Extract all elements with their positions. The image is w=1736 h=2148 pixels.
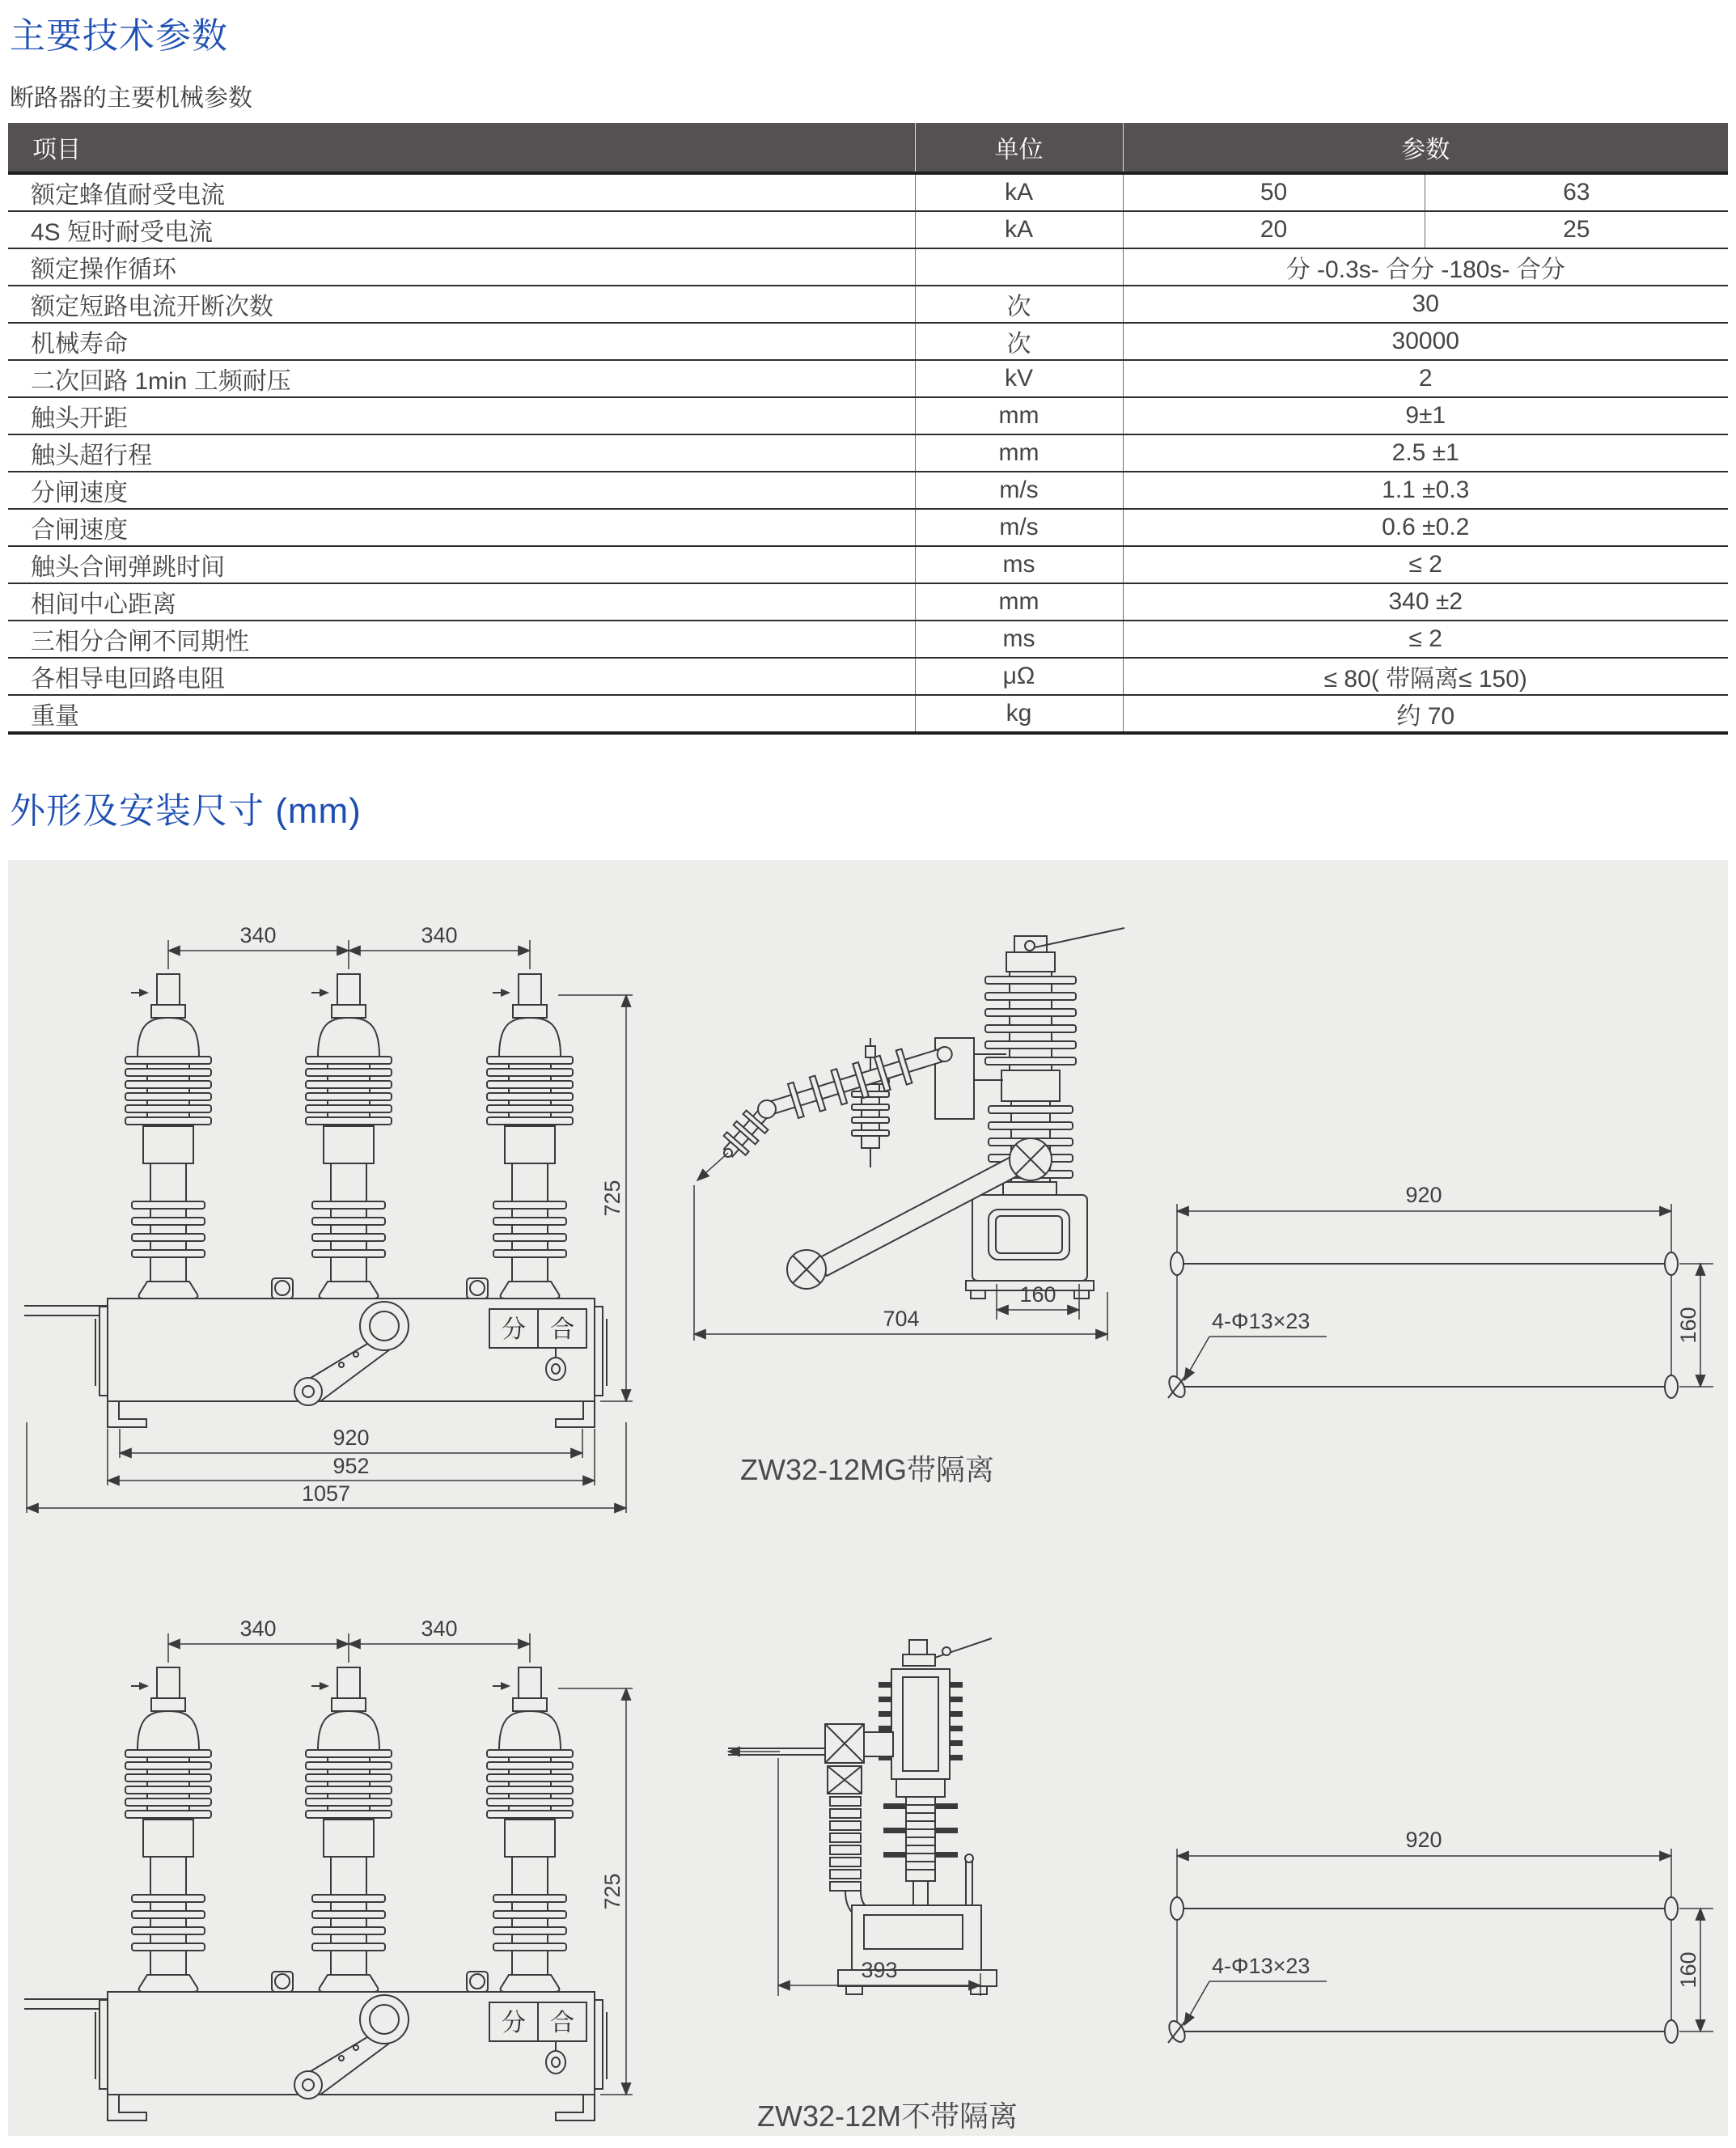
- insulator-pole: [125, 974, 211, 1299]
- insulator-pole: [487, 974, 573, 1299]
- row-param: ≤ 2: [1123, 621, 1728, 658]
- row-unit: ms: [915, 621, 1123, 658]
- row-unit: mm: [915, 434, 1123, 472]
- table-row: [8, 546, 1728, 583]
- row-unit: kg: [915, 695, 1123, 733]
- dim-label-1057: 1057: [301, 1481, 351, 1506]
- table-row: [8, 472, 1728, 509]
- table-row: [8, 286, 1728, 323]
- row-param: 340 ±2: [1123, 583, 1728, 621]
- row-param: 1.1 ±0.3: [1123, 472, 1728, 509]
- dim-label-393: 393: [861, 1958, 898, 1982]
- table-row: [8, 621, 1728, 658]
- row-unit: mm: [915, 397, 1123, 434]
- indicator-open-label: 分: [502, 1316, 526, 1343]
- drawing-front-view-mg: [24, 905, 647, 1519]
- table-caption: 断路器的主要机械参数: [10, 85, 252, 112]
- col-header-unit: 单位: [915, 123, 1123, 173]
- drawing-front-view-m: [24, 1598, 647, 2148]
- row-param2: 63: [1425, 173, 1728, 211]
- row-unit: ms: [915, 546, 1123, 583]
- row-unit: m/s: [915, 509, 1123, 546]
- row-param: 0.6 ±0.2: [1123, 509, 1728, 546]
- indicator-close-label: 合: [550, 1316, 574, 1343]
- row-param: ≤ 80( 带隔离≤ 150): [1123, 658, 1728, 695]
- table-row: [8, 695, 1728, 733]
- row-item: 机械寿命: [8, 323, 915, 360]
- parameters-table: [8, 123, 1728, 735]
- breaker-front-view: [24, 1667, 607, 2120]
- table-row: [8, 323, 1728, 360]
- indicator-open-label: 分: [502, 2010, 526, 2036]
- row-param: 约 70: [1123, 695, 1728, 733]
- insulator-pole: [306, 974, 392, 1299]
- dim-label-725: 725: [600, 1180, 625, 1217]
- side-view-mg: [697, 928, 1124, 1299]
- middle-insulator: [852, 1038, 889, 1167]
- dim-label-160: 160: [1676, 1307, 1700, 1344]
- dim-label-160: 160: [1676, 1951, 1700, 1989]
- row-item: 相间中心距离: [8, 583, 915, 621]
- row-param1: 20: [1123, 211, 1425, 248]
- row-unit: mm: [915, 583, 1123, 621]
- col-header-param: 参数: [1123, 123, 1728, 173]
- row-param: 2: [1123, 360, 1728, 397]
- drawing-section-view-m: [704, 1630, 1141, 2019]
- dimension-lines: [1177, 1849, 1713, 2031]
- lifting-eyelet: [272, 1972, 488, 1992]
- row-unit: kV: [915, 360, 1123, 397]
- dim-label-920: 920: [1405, 1828, 1442, 1852]
- dim-label-952: 952: [332, 1454, 370, 1478]
- dim-label-725: 725: [600, 1873, 625, 1910]
- table-row: [8, 434, 1728, 472]
- drawings-panel: [8, 860, 1728, 2136]
- lifting-eyelet: [272, 1278, 488, 1299]
- table-header-row: [8, 123, 1728, 173]
- dim-label-920: 920: [1405, 1183, 1442, 1207]
- row-unit: 次: [915, 323, 1123, 360]
- row-item: 触头合闸弹跳时间: [8, 546, 915, 583]
- row-item: 合闸速度: [8, 509, 915, 546]
- indicator-close-label: 合: [550, 2010, 574, 2036]
- row-param: 30000: [1123, 323, 1728, 360]
- pivot-joint: [787, 1250, 826, 1289]
- row-unit: kA: [915, 211, 1123, 248]
- dim-label-704: 704: [883, 1307, 920, 1331]
- row-item: 额定蜂值耐受电流: [8, 173, 915, 211]
- row-item: 额定短路电流开断次数: [8, 286, 915, 323]
- row-param: 分 -0.3s- 合分 -180s- 合分: [1123, 248, 1728, 286]
- table-row: [8, 248, 1728, 286]
- table-row: [8, 211, 1728, 248]
- table-row: [8, 658, 1728, 695]
- table-row: [8, 509, 1728, 546]
- row-param1: 50: [1123, 173, 1425, 211]
- col-header-item: 项目: [8, 123, 915, 173]
- row-item: 三相分合闸不同期性: [8, 621, 915, 658]
- table-row: [8, 583, 1728, 621]
- breaker-front-view: [24, 974, 607, 1427]
- row-item: 重量: [8, 695, 915, 733]
- dim-label-340: 340: [239, 923, 277, 947]
- row-param: ≤ 2: [1123, 546, 1728, 583]
- row-item: 各相导电回路电阻: [8, 658, 915, 695]
- row-unit: kA: [915, 173, 1123, 211]
- drawing-mounting-plate-2: [1157, 1769, 1723, 2048]
- bellows-column: [830, 1797, 878, 1921]
- disconnector-arm-upper: [761, 1035, 956, 1126]
- row-item: 触头开距: [8, 397, 915, 434]
- insulator-pole: [125, 1667, 211, 1992]
- row-param: 30: [1123, 286, 1728, 323]
- holes-label: 4-Φ13×23: [1212, 1309, 1310, 1333]
- row-unit: μΩ: [915, 658, 1123, 695]
- page-title: 主要技术参数: [10, 16, 228, 56]
- table-row: [8, 360, 1728, 397]
- column-joint: [1010, 1138, 1052, 1180]
- row-unit: [915, 248, 1123, 286]
- holes-label: 4-Φ13×23: [1212, 1954, 1310, 1978]
- row-unit: 次: [915, 286, 1123, 323]
- insulator-pole: [306, 1667, 392, 1992]
- dim-label-160: 160: [1019, 1282, 1056, 1307]
- table-row: [8, 397, 1728, 434]
- row-item: 二次回路 1min 工频耐压: [8, 360, 915, 397]
- caption-zw32-12mg: ZW32-12MG带隔离: [740, 1453, 995, 1486]
- row-item: 额定操作循环: [8, 248, 915, 286]
- dim-label-340: 340: [421, 1616, 458, 1641]
- drawing-mounting-plate-1: [1157, 1125, 1723, 1404]
- drawing-side-view-mg: [688, 918, 1157, 1371]
- row-unit: m/s: [915, 472, 1123, 509]
- pole-section: [728, 1638, 997, 1994]
- table-row: [8, 173, 1728, 211]
- dim-label-340: 340: [421, 923, 458, 947]
- row-item: 4S 短时耐受电流: [8, 211, 915, 248]
- caption-zw32-12m: ZW32-12M不带隔离: [757, 2099, 1018, 2133]
- dim-label-340: 340: [239, 1616, 277, 1641]
- section-title-dimensions: 外形及安装尺寸 (mm): [10, 791, 362, 831]
- row-item: 触头超行程: [8, 434, 915, 472]
- row-param2: 25: [1425, 211, 1728, 248]
- row-item: 分闸速度: [8, 472, 915, 509]
- insulator-pole: [487, 1667, 573, 1992]
- row-param: 9±1: [1123, 397, 1728, 434]
- dim-label-920: 920: [332, 1426, 370, 1450]
- row-param: 2.5 ±1: [1123, 434, 1728, 472]
- dimension-lines: [1177, 1204, 1713, 1387]
